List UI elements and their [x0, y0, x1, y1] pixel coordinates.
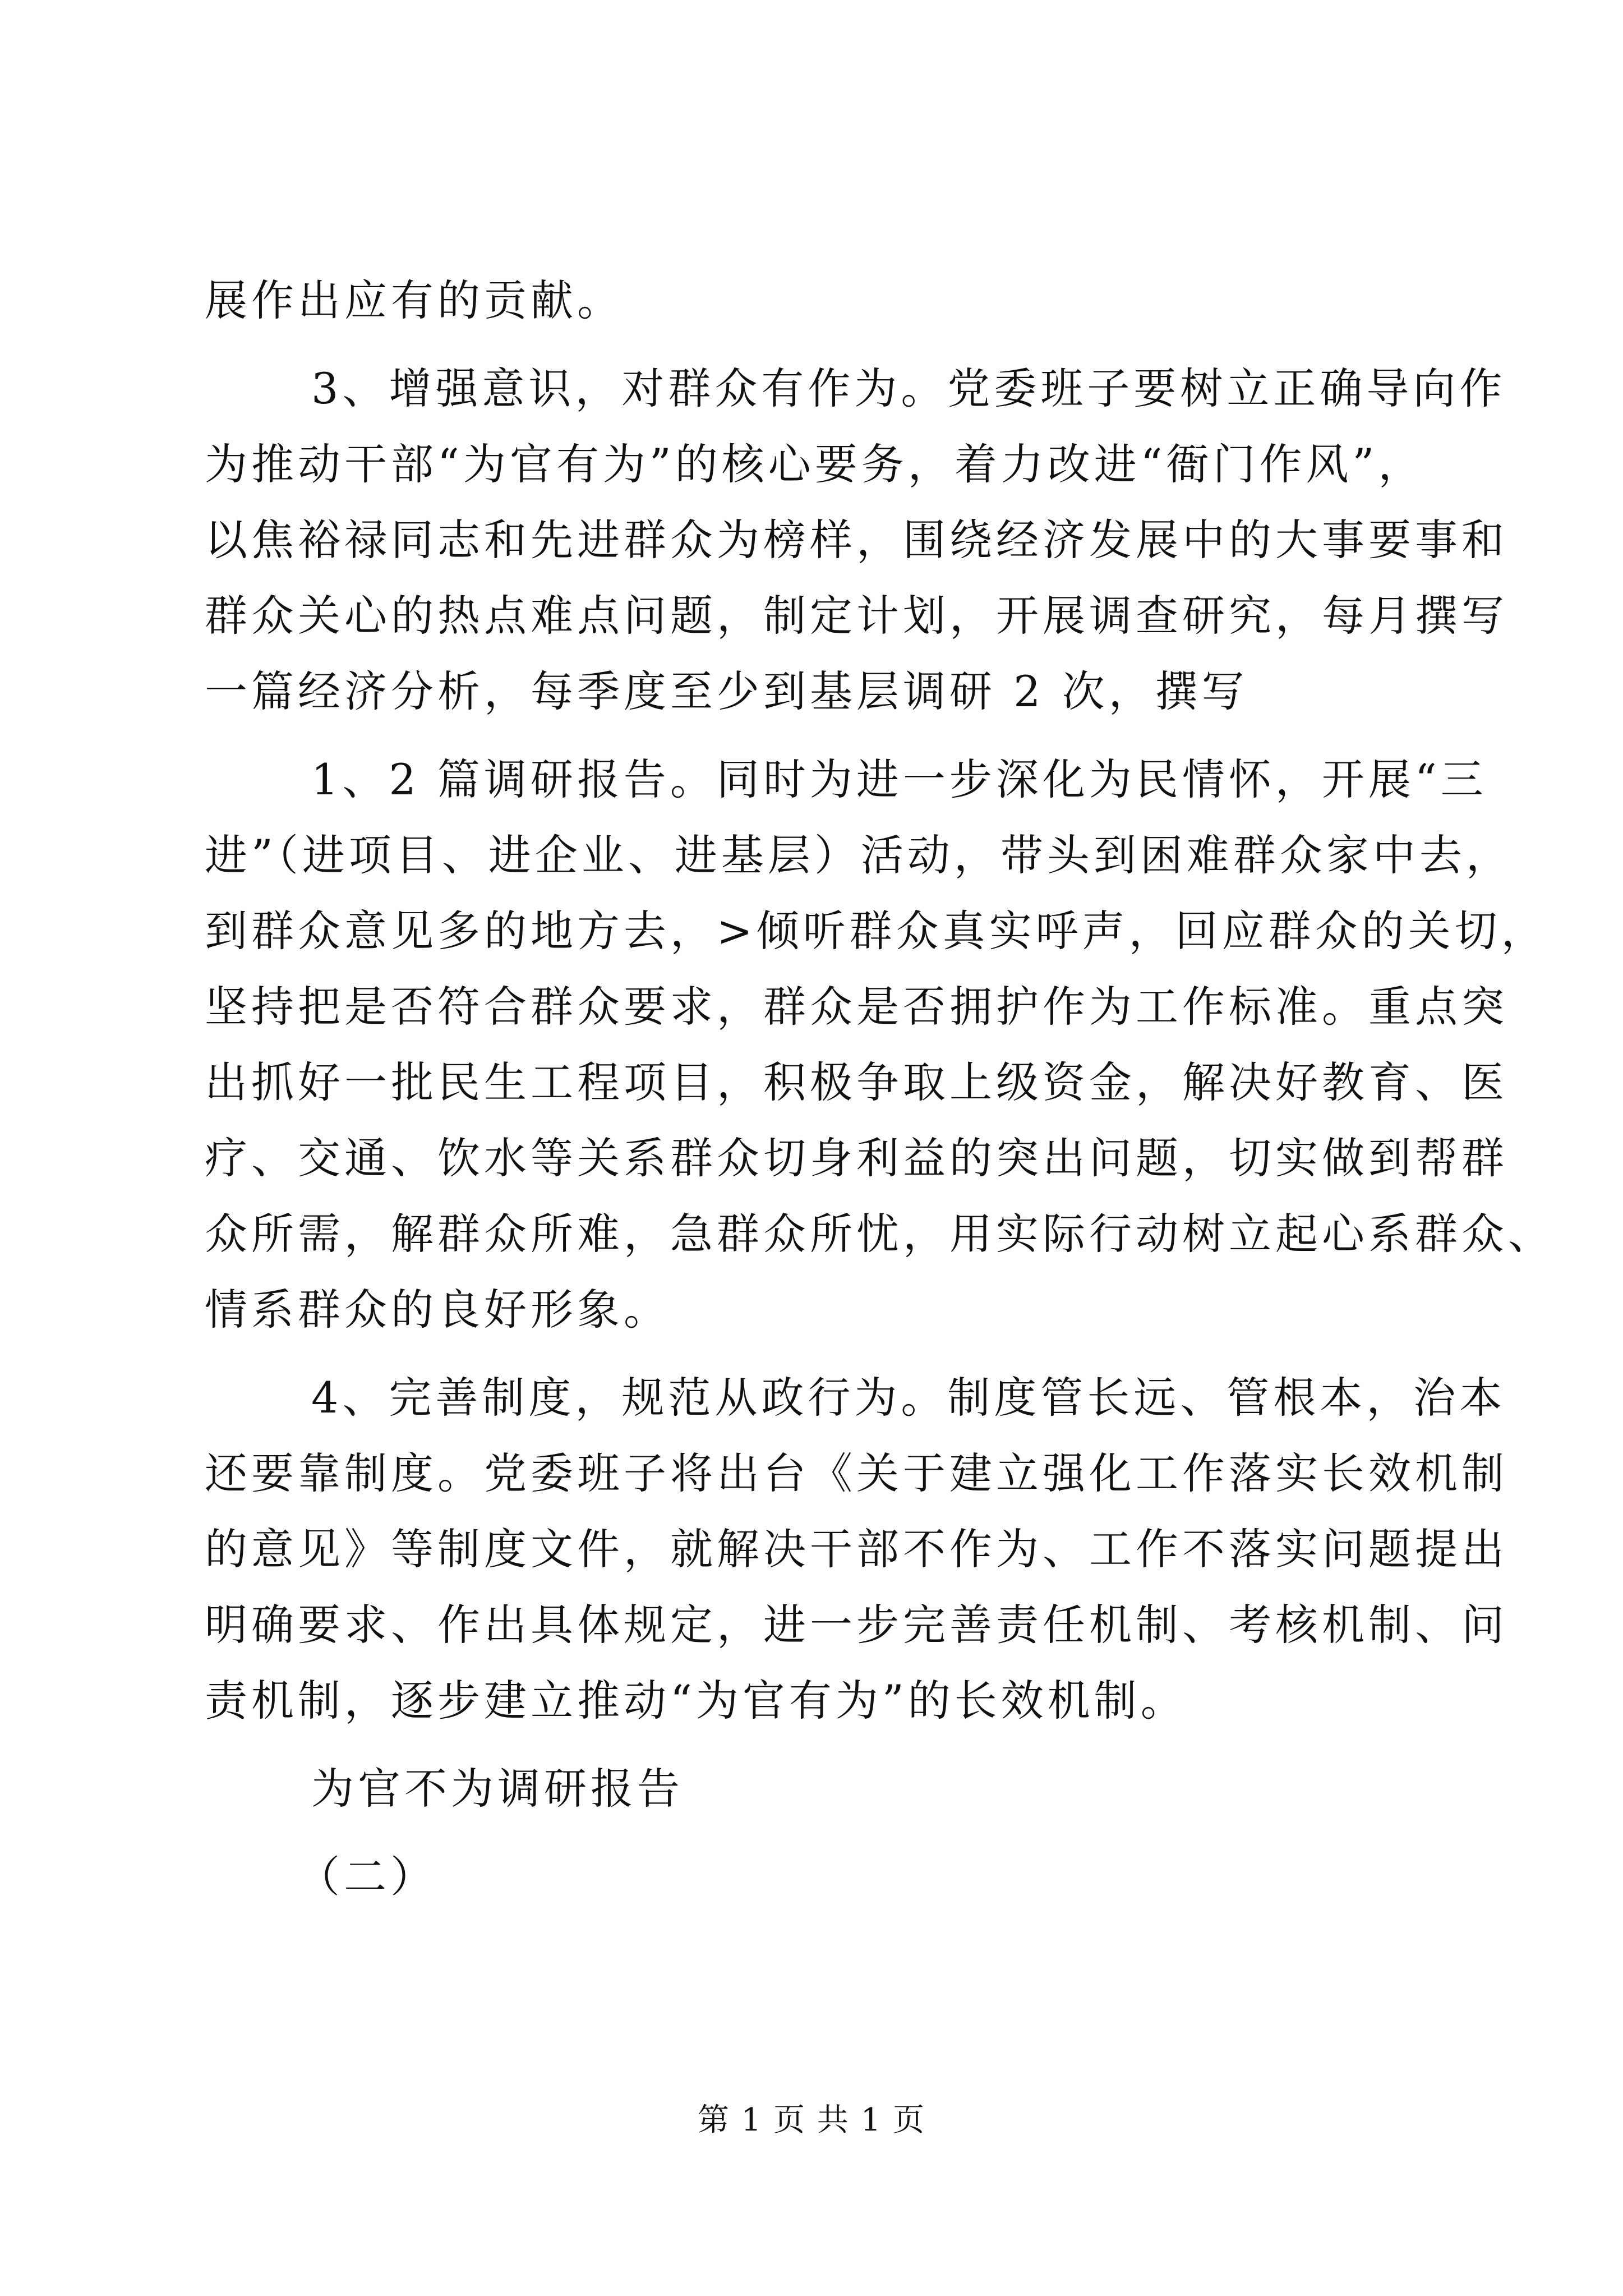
text-line: 4、完善制度，规范从政行为。制度管长远、管根本，治本 [311, 1373, 1506, 1423]
text-line: 出抓好一批民生工程项目，积极争取上级资金，解决好教育、医 [205, 1057, 1508, 1107]
paragraph-gap [205, 1738, 1419, 1751]
text-line: 3、增强意识，对群众有作为。党委班子要树立正确导向作 [311, 364, 1506, 413]
paragraph-gap [205, 729, 1419, 742]
text-line: 以焦裕禄同志和先进群众为榜样，围绕经济发展中的大事要事和 [205, 515, 1508, 565]
text-line: 明确要求、作出具体规定，进一步完善责任机制、考核机制、问 [205, 1600, 1508, 1650]
page-footer: 第 1 页 共 1 页 [697, 2102, 926, 2138]
paragraph-gap [205, 1826, 1419, 1839]
text-line: 的意见》等制度文件，就解决干部不作为、工作不落实问题提出 [205, 1524, 1508, 1574]
text-line: 还要靠制度。党委班子将出台《关于建立强化工作落实长效机制 [205, 1448, 1508, 1498]
text-line: 情系群众的良好形象。 [205, 1285, 670, 1335]
section-number: （二） [297, 1852, 437, 1902]
text-line: 疗、交通、饮水等关系群众切身利益的突出问题，切实做到帮群 [205, 1133, 1508, 1183]
document-body [205, 263, 1555, 1915]
text-line: 为推动干部“为官有为”的核心要务，着力改进“衙门作风”， [205, 439, 1425, 489]
text-line: 一篇经济分析，每季度至少到基层调研 2 次，撰写 [205, 666, 1248, 716]
paragraph-gap [205, 338, 1419, 351]
text-line: 到群众意见多的地方去，>倾听群众真实呼声，回应群众的关切， [205, 906, 1548, 956]
paragraph-gap [205, 1347, 1419, 1360]
text-line: 进”（进项目、进企业、进基层）活动，带头到困难群众家中去， [205, 830, 1513, 880]
text-line: 坚持把是否符合群众要求，群众是否拥护作为工作标准。重点突 [205, 982, 1508, 1032]
text-line: 责机制，逐步建立推动“为官有为”的长效机制。 [205, 1676, 1187, 1726]
text-line: 众所需，解群众所难，急群众所忧，用实际行动树立起心系群众、 [205, 1209, 1555, 1259]
text-line: 1、2 篇调研报告。同时为进一步深化为民情怀，开展“三 [311, 754, 1487, 804]
text-line: 群众关心的热点难点问题，制定计划，开展调查研究，每月撰写 [205, 591, 1508, 641]
text-line: 展作出应有的贡献。 [205, 275, 624, 325]
section-title: 为官不为调研报告 [311, 1764, 684, 1814]
